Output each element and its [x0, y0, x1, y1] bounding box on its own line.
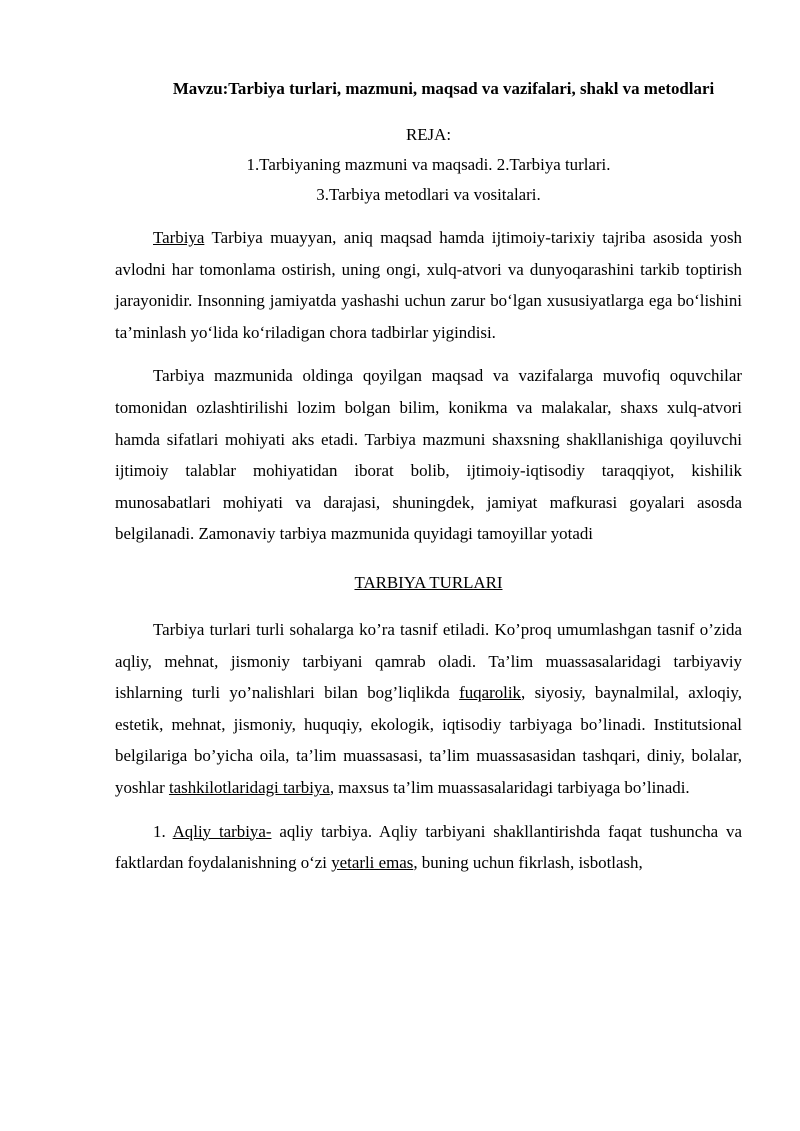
section-heading-tarbiya-turlari: TARBIYA TURLARI: [354, 572, 503, 592]
link-fuqarolik[interactable]: fuqarolik: [459, 683, 522, 703]
paragraph-aqliy-text-1: 1.: [153, 821, 173, 841]
link-yetarli-emas[interactable]: yetarli emas: [331, 853, 414, 873]
plan-line-1: 1.Tarbiyaning mazmuni va maqsadi. 2.Tarbiya turlari.: [246, 155, 611, 174]
paragraph-aqliy-text-3: , buning uchun fikrlash, isbotlash,: [413, 853, 643, 873]
plan-block: [115, 120, 742, 210]
paragraph-definition: [115, 222, 742, 348]
paragraph-content: Tarbiya mazmunida oldinga qoyilgan maqsad va vazifalarga muvofiq oquvchilar tomonidan ozlashtirilishi lozim bolgan bilim, konikma va malakalar, shaxs xulq-atvori hamda sifatlari mohiyati aks etadi. Tarbiya mazmuni shaxsning shakllanishiga qoyiluvchi ijtimoiy talablar mohiyatidan iborat bolib, ijtimoiy-iqtisodiy taraqqiyot, kishilik munosabatlari mohiyati va darajasi, shuningdek, jamiyat mafkurasi goyalari asosda belgilanadi. Zamonaviy tarbiya mazmunida quyidagi tamoyillar yotadi: [115, 366, 742, 544]
paragraph-aqliy-text-2: aqliy tarbiya. Aqliy tarbiyani shakllantirishda faqat tushuncha va faktlardan foydalanishning o‘zi: [115, 821, 742, 873]
link-tashkilotlaridagi-tarbiya[interactable]: tashkilotlaridagi tarbiya: [168, 777, 330, 797]
link-aqliy-tarbiya[interactable]: Aqliy tarbiya-: [172, 821, 272, 841]
document-title: Mavzu:Tarbiya turlari, mazmuni, maqsad va vazifalari, shakl va metodlari: [172, 79, 715, 98]
paragraph-types-text-2: , siyosiy, baynalmilal, axloqiy, estetik, mehnat, jismoniy, huquqiy, ekologik, iqtisodiy tarbiyaga bo’linadi. Institutsional belgilariga bo’yicha oila, ta’lim muassasasi, ta’lim muassasasidan tashqari, diniy, bolalar, yoshlar: [115, 683, 742, 797]
paragraph-types: [115, 614, 742, 804]
link-tarbiya[interactable]: Tarbiya: [153, 228, 205, 247]
paragraph-aqliy: [115, 816, 742, 879]
plan-line-2: 3.Tarbiya metodlari va vositalari.: [316, 185, 541, 204]
paragraph-types-text-1: Tarbiya turlari turli sohalarga ko’ra tasnif etiladi. Ko’proq umumlashgan tasnif o’zida aqliy, mehnat, jismoniy tarbiyani qamrab oladi. Ta’lim muassasalaridagi tarbiyaviy ishlarning turli yo’nalishlari bilan bog’liqlikda: [115, 619, 742, 703]
plan-heading: REJA:: [405, 125, 452, 144]
paragraph-definition-text: Tarbiya muayyan, aniq maqsad hamda ijtimoiy-tarixiy tajriba asosida yosh avlodni har tomonlama ostirish, uning ongi, xulq-atvori va dunyoqarashini tarkib toptirish jarayonidir. Insonning jamiyatda yashashi uchun zarur bo‘lgan xususiyatlarga ega bo‘lishini ta’minlash yo‘lida ko‘riladigan chora tadbirlar yigindisi.: [115, 228, 742, 342]
paragraph-types-text-3: , maxsus ta’lim muassasalaridagi tarbiyaga bo’linadi.: [329, 777, 690, 797]
